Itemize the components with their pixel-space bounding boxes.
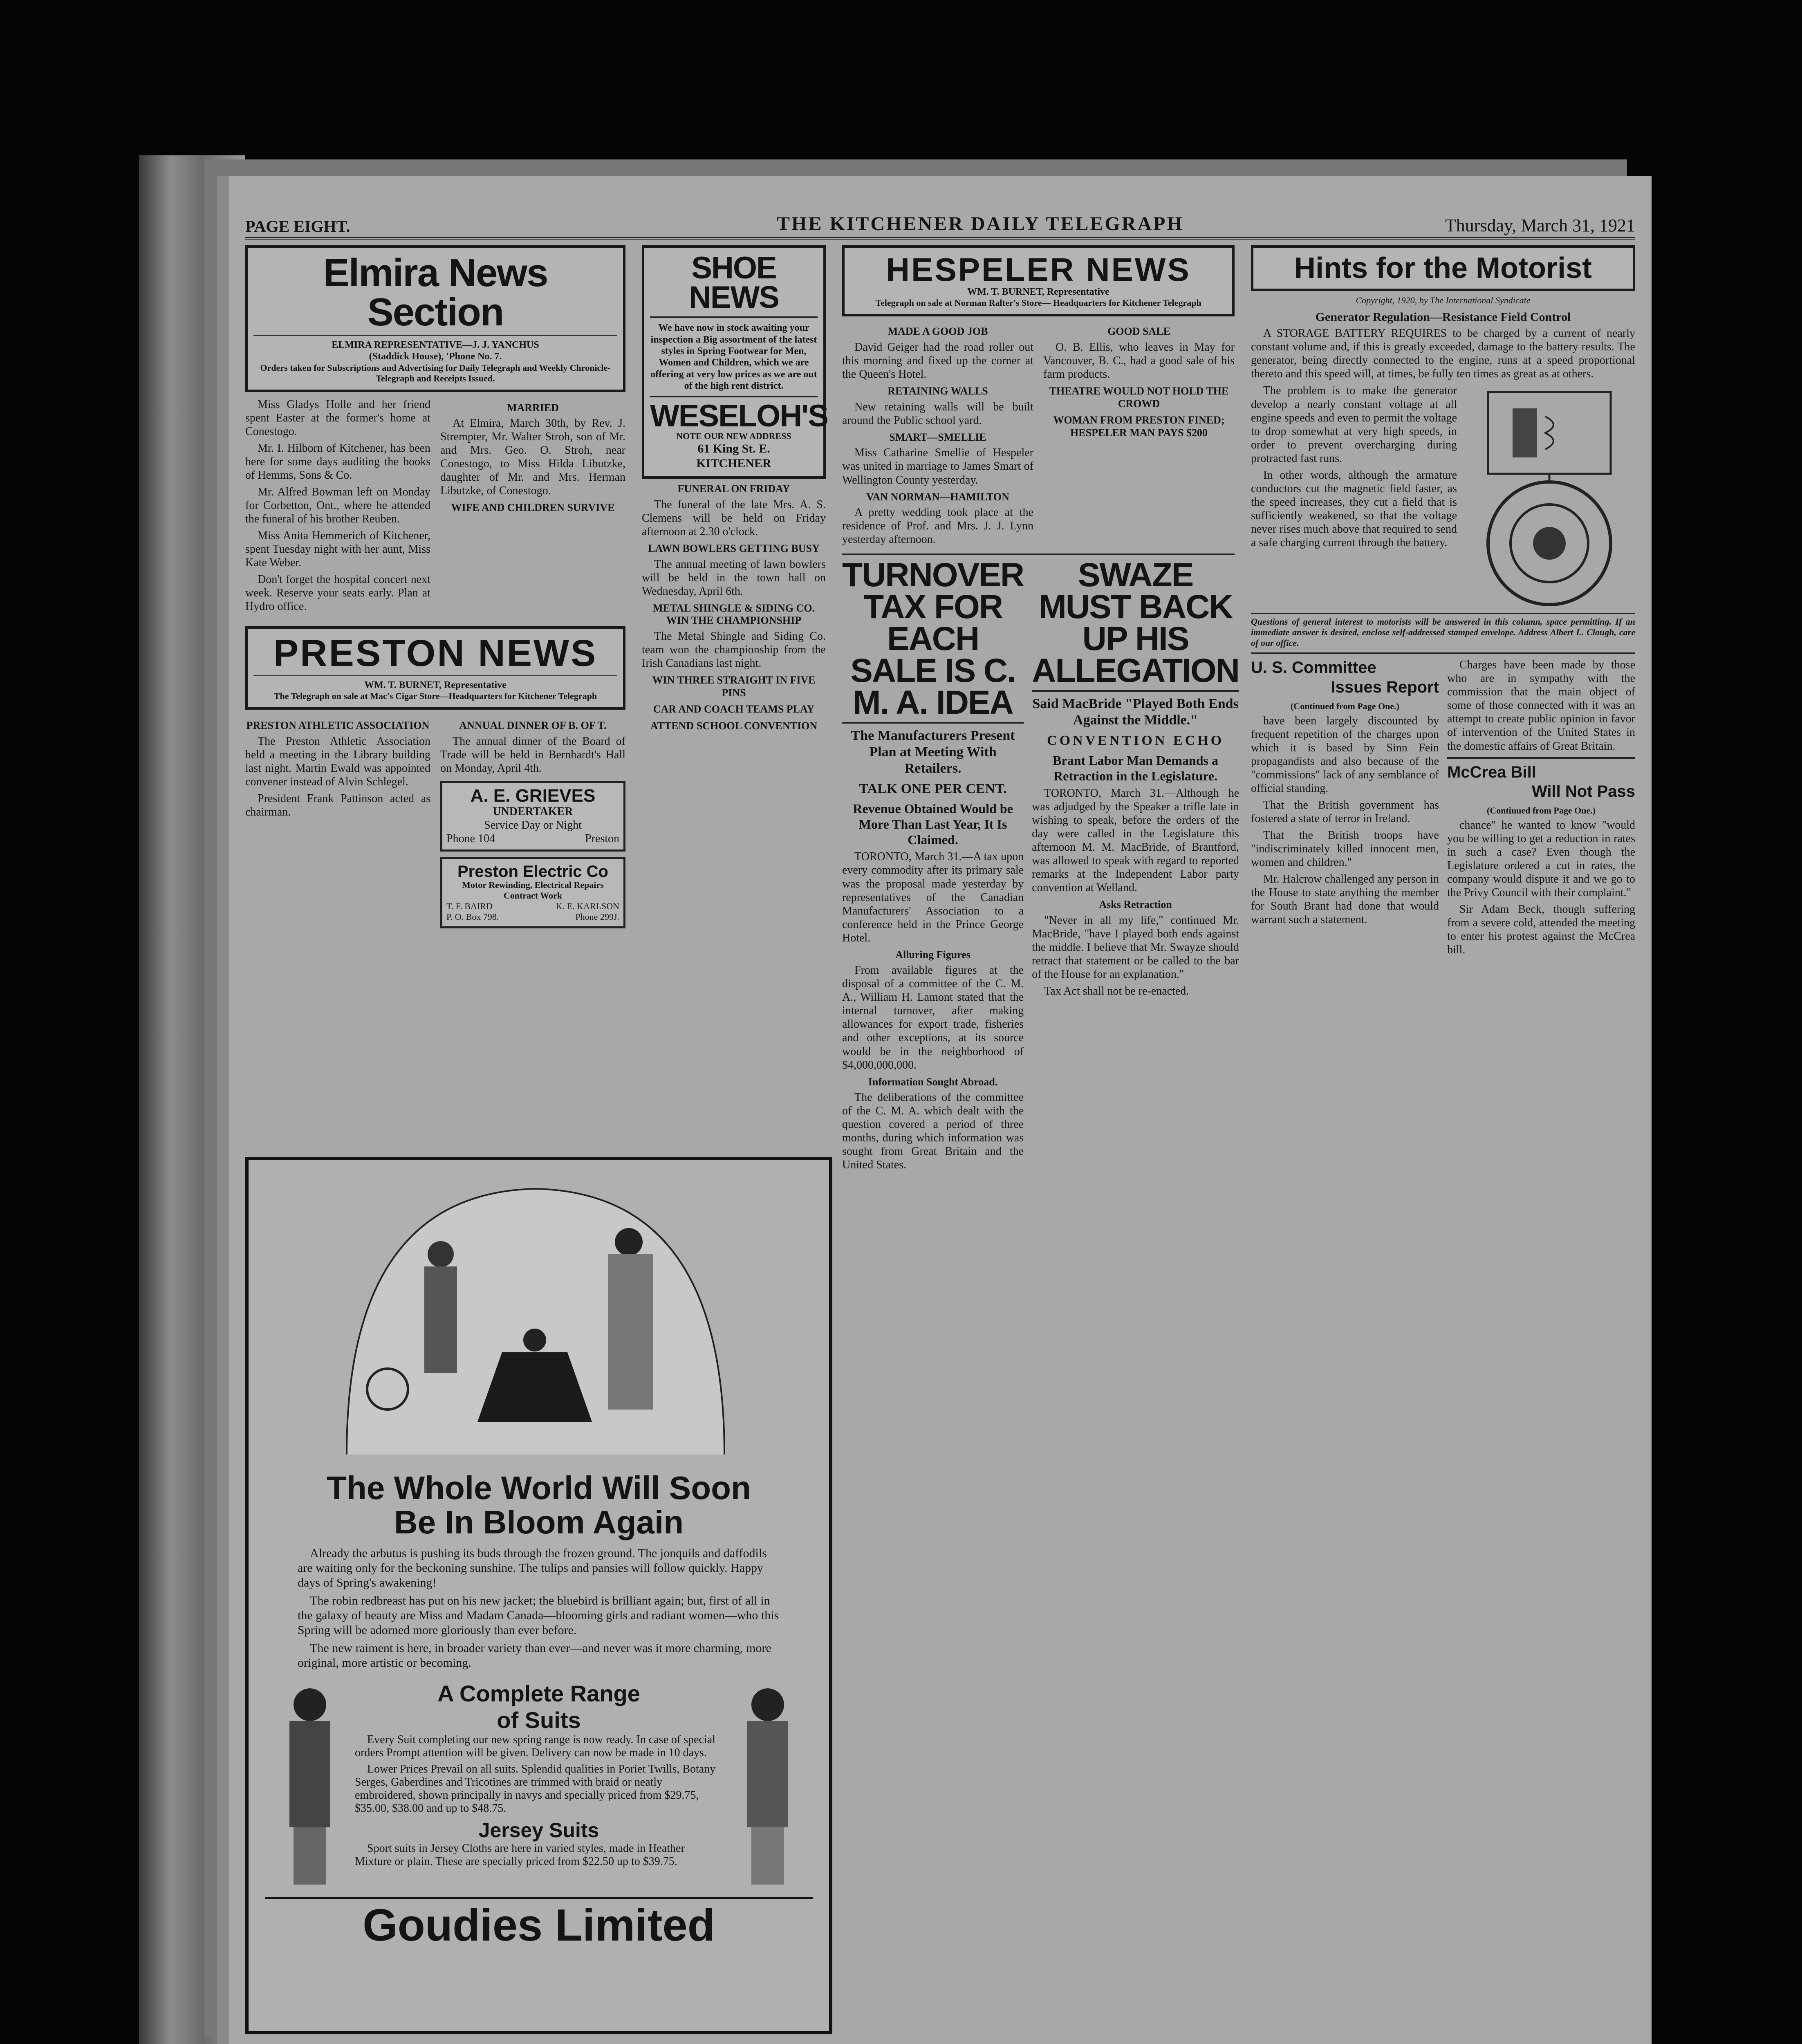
elmira-rep: ELMIRA REPRESENTATIVE—J. J. YANCHUS xyxy=(332,340,539,350)
swaze-story xyxy=(1032,556,1239,1175)
shingle-text: The Metal Shingle and Siding Co. team won the championship from the Irish Canadians last night. xyxy=(642,630,826,670)
good-sale-text: O. B. Ellis, who leaves in May for Vancouver, B. C., had a good sale of his farm products. xyxy=(1043,341,1235,381)
grieves-sub: UNDERTAKER xyxy=(493,805,573,818)
motorist-footer: Questions of general interest to motorists will be answered in this column, space permitting. If an immediate answer is desired, enclose self-addressed stamped envelope. Address Albert L. Clough, care of our office. xyxy=(1251,613,1635,648)
turnover-text-2: From available figures at the disposal of a committee of the C. M. A., William H. Lamont stated that the internal turnover, after making allowances for export trade, fisheries and other exceptions, at its source would be in the neighborhood of $4,000,000,000. xyxy=(842,964,1024,1071)
turnover-deck: The Manufacturers Present Plan at Meeting With Retailers. xyxy=(851,728,1015,776)
column-motorist xyxy=(1251,245,1635,960)
weseloh-brand: WESELOH'S xyxy=(650,399,828,434)
preston-note: The Telegraph on sale at Mac's Cigar Store—Headquarters for Kitchener Telegraph xyxy=(273,691,597,702)
right-stories xyxy=(1447,658,1635,960)
bloom-head-1: The Whole World Will Soon xyxy=(327,1470,751,1506)
dinner-heading: ANNUAL DINNER OF B. OF T. xyxy=(459,719,607,732)
paper-title: THE KITCHENER DAILY TELEGRAPH xyxy=(777,213,1184,235)
electric-phone: Phone 299J. xyxy=(575,911,619,922)
committee-head-1: U. S. Committee xyxy=(1251,659,1376,677)
motorist-headline: Generator Regulation—Resistance Field Control xyxy=(1315,310,1571,324)
bloom-text-2: The robin redbreast has put on his new jacket; the bluebird is brilliant again; but, first of all in the galaxy of beauty are Miss and Madam Canada—blooming girls and radiant women—who this Spring will be adorned more gloriously than ever before. xyxy=(298,1594,779,1637)
issue-date: Thursday, March 31, 1921 xyxy=(1445,215,1635,235)
married-text: At Elmira, March 30th, by Rev. J. Strempter, Mr. Walter Stroh, son of Mr. and Mrs. Geo. O. Stroh, near Conestogo, to Miss Hilda Libutzke, daughter of Mr. and Mrs. Herman Libutzke, of Conestogo. xyxy=(440,417,625,498)
preston-electric-sub: Motor Rewinding, Electrical Repairs Contract Work xyxy=(462,880,604,901)
fined-heading: WOMAN FROM PRESTON FINED; HESPELER MAN PAYS $200 xyxy=(1053,414,1225,439)
walls-heading: RETAINING WALLS xyxy=(888,385,988,397)
shoe-news-ad xyxy=(642,245,826,479)
woman-suit-illustration-right xyxy=(723,1680,813,1893)
grieves-place: Preston xyxy=(585,832,619,845)
motorist-header xyxy=(1251,245,1635,291)
masthead xyxy=(245,213,1635,240)
dinner-text: The annual dinner of the Board of Trade will be held in Bernhardt's Hall on Monday, April 4th. xyxy=(440,735,625,775)
good-job-text: David Geiger had the road roller out this morning and fixed up the corner at the Queen's Hotel. xyxy=(842,341,1033,381)
elmira-header xyxy=(245,245,625,392)
column-hespeler xyxy=(842,245,1239,1175)
column-elmira-preston xyxy=(245,245,625,928)
turnover-text-3: The deliberations of the committee of the C. M. A. which dealt with the question covered a period of three months, during which information was sought from Great Britain and the United States. xyxy=(842,1091,1024,1172)
swaze-deck-3: Brant Labor Man Demands a Retraction in the Legislature. xyxy=(1053,753,1218,783)
funeral-text: The funeral of the late Mrs. A. S. Clemens will be held on Friday afternoon at 2.30 o'clock. xyxy=(642,498,826,538)
generator-diagram-illustration xyxy=(1464,384,1635,613)
good-job-heading: MADE A GOOD JOB xyxy=(888,325,988,338)
page-label: PAGE EIGHT. xyxy=(245,217,350,235)
walls-text: New retaining walls will be built around the Public school yard. xyxy=(842,400,1033,427)
swaze-headline: SWAZE MUST BACK UP HIS ALLEGATION xyxy=(1032,559,1239,692)
spring-fashion-illustration xyxy=(249,1160,823,1471)
turnover-deck-2: TALK ONE PER CENT. xyxy=(859,781,1007,797)
funeral-heading: FUNERAL ON FRIDAY xyxy=(677,483,790,495)
swaze-deck: Said MacBride "Played Both Ends Against the Middle." xyxy=(1032,696,1239,728)
swaze-text-3: Tax Act shall not be re-enacted. xyxy=(1044,984,1189,997)
info-heading: Information Sought Abroad. xyxy=(868,1076,998,1088)
mccrea-text: chance" he wanted to know "would you be willing to get a reduction in rates in such a case? Even though the Legislature ordered a cut in rates, the company would dispute it and we go to the Privy Council with their complaint." xyxy=(1447,818,1635,899)
bottom-stories xyxy=(1251,658,1635,960)
address-note: NOTE OUR NEW ADDRESS xyxy=(676,431,791,442)
swaze-text-2: "Never in all my life," continued Mr. MacBride, "have I played both ends against the middle. I believe that Mr. Swayze should retract that statement or be called to the bar of the House for an explanation." xyxy=(1032,914,1239,981)
mccrea-cont: (Continued from Page One.) xyxy=(1486,805,1596,816)
bloom-intro: Already the arbutus is pushing its buds through the frozen ground. The jonquils and daffodils are waiting only for the beckoning sunshine. The tulips and pansies will follow quickly. Happy days of Spring's awakening! xyxy=(298,1546,767,1589)
theatre-heading: THEATRE WOULD NOT HOLD THE CROWD xyxy=(1049,385,1229,410)
vannorman-heading: VAN NORMAN—HAMILTON xyxy=(866,491,1009,503)
preston-rep: WM. T. BURNET, Representative xyxy=(364,680,507,690)
hespeler-header xyxy=(842,245,1235,316)
hespeler-rep: WM. T. BURNET, Representative xyxy=(967,287,1109,297)
swaze-deck-2: CONVENTION ECHO xyxy=(1047,733,1224,749)
wife-children-heading: WIFE AND CHILDREN SURVIVE xyxy=(451,502,615,514)
elmira-body xyxy=(245,398,625,616)
married-heading: MARRIED xyxy=(507,401,559,414)
motorist-title: Hints for the Motorist xyxy=(1294,252,1592,285)
bowlers-heading: LAWN BOWLERS GETTING BUSY xyxy=(648,542,820,554)
athletic-text-2: President Frank Pattinson acted as chairman. xyxy=(245,792,430,819)
turnover-text: TORONTO, March 31.—A tax upon every commodity after its primary sale was the proposal made yesterday by representatives of the Canadian Manufacturers' Association to a conference held in the Prince George Hotel. xyxy=(842,850,1024,944)
committee-text-4: Charges have been made by those who are in sympathy with the commission that the main object of some of those connected with it was an attempt to create public opinion in favor of intervention of the United States in the domestic affairs of Great Britain. xyxy=(1447,659,1635,753)
bowlers-text: The annual meeting of lawn bowlers will be held in the town hall on Wednesday, April 6th. xyxy=(642,558,826,598)
address-street: 61 King St. E. xyxy=(697,442,770,456)
bloom-text-3: The new raiment is here, in broader variety than ever—and never was it more charming, more original, more artistic or becoming. xyxy=(298,1641,771,1670)
newspaper-page xyxy=(229,176,1652,2044)
grieves-line: Service Day or Night xyxy=(484,819,582,832)
committee-text-3: That the British troops have "indiscriminately killed innocent men, women and children." xyxy=(1251,829,1439,869)
woman-suit-illustration-left xyxy=(265,1680,355,1893)
hespeler-note: Telegraph on sale at Norman Ralter's Store— Headquarters for Kitchener Telegraph xyxy=(875,298,1201,308)
jersey-text: Sport suits in Jersey Cloths are here in varied styles, made in Heather Mixture or plain. These are specially priced from $22.50 up to $39.75. xyxy=(355,1842,685,1868)
committee-text-5: Mr. Halcrow challenged any person in the House to state anything the member for South Brant had done that would warrant such a statement. xyxy=(1251,873,1439,926)
committee-text-2: That the British government has fostered a state of terror in Ireland. xyxy=(1251,798,1439,825)
retraction-heading: Asks Retraction xyxy=(1099,898,1172,910)
suits-text-2: Lower Prices Prevail on all suits. Splendid qualities in Poriet Twills, Botany Serges, Gaberdines and Tricotines are trimmed with braid or neatly embroidered, shown principally in navys and specially priced from $29.75, $35.00, $38.00 and up to $48.75. xyxy=(355,1763,716,1815)
grieves-ad xyxy=(440,781,625,852)
jersey-head: Jersey Suits xyxy=(478,1819,599,1842)
committee-text: have been largely discounted by frequent repetition of the charges upon which it is based by Sinn Fein propagandists and also because of the "commissions" lack of any semblance of official standing. xyxy=(1251,714,1439,795)
swaze-text: TORONTO, March 31.—Although he was adjudged by the Speaker a trifle late in wishing to speak, before the orders of the day were called in the Legislature this afternoon M. M. MacBride, of Brantford, was allowed to speak with regard to reported remarks at the Independent Labor party convention at Welland. xyxy=(1032,787,1239,894)
preston-title: PRESTON NEWS xyxy=(273,632,598,674)
motorist-copyright: Copyright, 1920, by The International Syndicate xyxy=(1356,295,1531,305)
elmira-item: Mr. Alfred Bowman left on Monday for Corbetton, Ont., where he attended the funeral of his brother Reuben. xyxy=(245,485,430,525)
preston-electric-title: Preston Electric Co xyxy=(457,863,608,881)
grieves-title: A. E. GRIEVES xyxy=(470,786,596,806)
elmira-item: Miss Gladys Holle and her friend spent Easter at the former's home at Conestogo. xyxy=(245,398,430,438)
motorist-text: A STORAGE BATTERY REQUIRES to be charged by a current of nearly constant volume and, if this is greatly exceeded, damage to the battery results. The generator, being directly connected to the engine, runs at a speed proportional thereto and this speed will, at times, be fully ten times as great as at others. xyxy=(1251,327,1635,381)
goudies-store-name: Goudies Limited xyxy=(265,1897,813,1951)
shingle-heading: METAL SHINGLE & SIDING CO. WIN THE CHAMPIONSHIP xyxy=(652,602,815,627)
electric-box: P. O. Box 798. xyxy=(446,911,499,922)
turnover-story xyxy=(842,556,1024,1175)
elmira-rep-detail: (Staddick House), 'Phone No. 7. xyxy=(369,351,502,362)
electric-right: K. E. KARLSON xyxy=(556,901,619,912)
shoe-news-body: We have now in stock awaiting your inspection a Big assortment of the latest styles in Spring Footwear for Men, Women and Children, which we are offering at very low prices as we are out of the high rent district. xyxy=(650,323,817,391)
electric-left: T. F. BAIRD xyxy=(446,901,493,912)
elmira-note: Orders taken for Subscriptions and Advertising for Daily Telegraph and Weekly Chronicle-Telegraph and Receipts Issued. xyxy=(260,362,611,383)
preston-header xyxy=(245,626,625,710)
mccrea-head-1: McCrea Bill xyxy=(1447,763,1536,781)
suits-section xyxy=(249,1680,829,1893)
alluring-heading: Alluring Figures xyxy=(895,948,970,961)
suits-text: Every Suit completing our new spring range is now ready. In case of special orders Prompt attention will be given. Delivery can now be made in 10 days. xyxy=(355,1733,715,1759)
grieves-phone: Phone 104 xyxy=(446,832,495,845)
bloom-copy xyxy=(249,1540,829,1680)
preston-electric-ad xyxy=(440,857,625,928)
motorist-text-2: The problem is to make the generator develop a nearly constant voltage at all engine speeds and even to permit the voltage to drop somewhat at very high speeds, in order to prevent overcharging during protracted fast runs. xyxy=(1251,384,1457,465)
address-city: KITCHENER xyxy=(696,456,771,470)
smart-text: Miss Catharine Smellie of Hespeler was united in marriage to James Smart of Wellington County yesterday. xyxy=(842,446,1033,486)
hespeler-title: HESPELER NEWS xyxy=(886,251,1191,288)
preston-body xyxy=(245,715,625,928)
turnover-deck-3: Revenue Obtained Would be More Than Last Year, It Is Claimed. xyxy=(853,801,1013,847)
lead-stories xyxy=(842,556,1239,1175)
suits-head-1: A Complete Range xyxy=(437,1681,640,1706)
athletic-heading: PRESTON ATHLETIC ASSOCIATION xyxy=(246,719,430,732)
hespeler-body xyxy=(842,321,1235,549)
shoe-news-title: SHOE NEWS xyxy=(689,251,779,315)
committee-head-2: Issues Report xyxy=(1331,678,1439,696)
elmira-item: Don't forget the hospital concert next week. Reserve your seats early. Plan at Hydro office. xyxy=(245,573,430,613)
car-coach-heading: CAR AND COACH TEAMS PLAY xyxy=(653,703,815,715)
committee-story xyxy=(1251,658,1439,960)
mccrea-head-2: Will Not Pass xyxy=(1531,782,1635,800)
elmira-item: Miss Anita Hemmerich of Kitchener, spent Tuesday night with her aunt, Miss Kate Weber. xyxy=(245,529,430,569)
bloom-head-2: Be In Bloom Again xyxy=(394,1504,684,1540)
elmira-title: Elmira News Section xyxy=(323,251,548,334)
smart-heading: SMART—SMELLIE xyxy=(889,431,986,443)
goudies-advertisement xyxy=(245,1157,832,2034)
vannorman-text: A pretty wedding took place at the residence of Prof. and Mrs. J. J. Lynn yesterday afternoon. xyxy=(842,506,1033,546)
column-shoe-news xyxy=(642,245,826,735)
suits-head-2: of Suits xyxy=(497,1707,581,1733)
good-sale-heading: GOOD SALE xyxy=(1107,325,1170,338)
turnover-headline: TURNOVER TAX FOR EACH SALE IS C. M. A. IDEA xyxy=(842,559,1024,723)
motorist-text-3: In other words, although the armature conductors cut the magnetic field faster, as the speed increases, they cut a field that is sufficiently weakened, so that the voltage never rises much above that required to send a safe charging current through the battery. xyxy=(1251,468,1457,549)
mccrea-text-2: Sir Adam Beck, though suffering from a severe cold, attended the meeting to enter his protest against the McCrea bill. xyxy=(1447,903,1635,957)
elmira-item: Mr. I. Hilborn of Kitchener, has been here for some days auditing the books of Hemms, Sons & Co. xyxy=(245,442,430,482)
committee-cont: (Continued from Page One.) xyxy=(1290,701,1400,711)
school-convention-heading: ATTEND SCHOOL CONVENTION xyxy=(650,720,818,732)
five-pins-heading: WIN THREE STRAIGHT IN FIVE PINS xyxy=(652,674,816,699)
athletic-text: The Preston Athletic Association held a meeting in the Library building last night. Martin Ewald was appointed convener instead of Alvin Schlegel. xyxy=(245,735,430,789)
